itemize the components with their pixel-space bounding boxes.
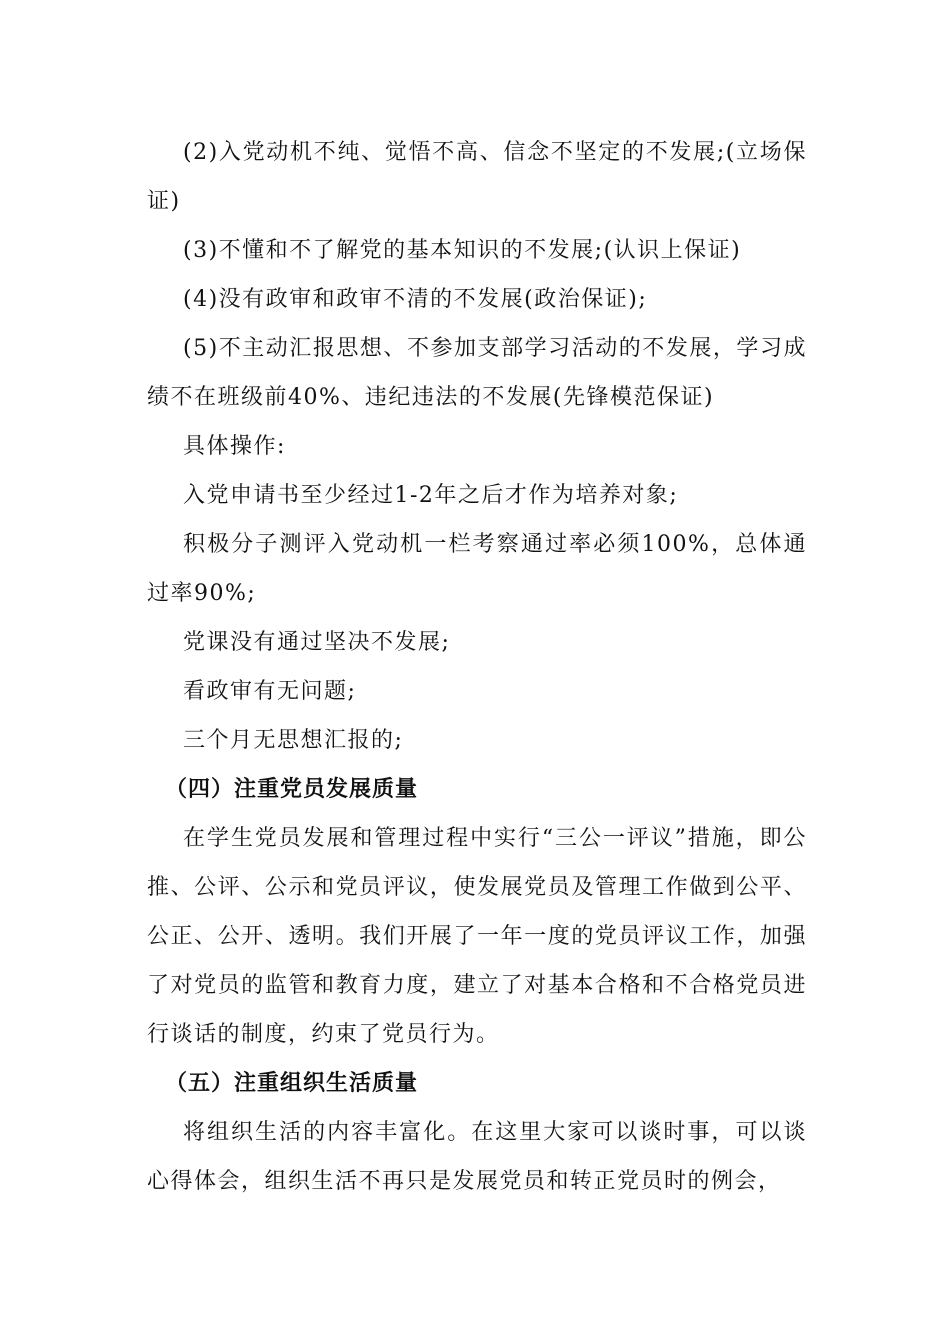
section-heading-5: （五）注重组织生活质量 (165, 1071, 419, 1096)
paragraph-criteria-4: (4)没有政审和政审不清的不发展(政治保证); (183, 287, 648, 312)
paragraph-operations-label: 具体操作: (183, 434, 286, 459)
paragraph-section-5-body: 将组织生活的内容丰富化。在这里大家可以谈时事，可以谈心得体会，组织生活不再只是发展党员和转正党员时的例会， (147, 1120, 807, 1194)
paragraph-operation-1: 入党申请书至少经过1-2年之后才作为培养对象; (183, 483, 679, 508)
paragraph-section-4-body: 在学生党员发展和管理过程中实行“三公一评议”措施，即公推、公评、公示和党员评议，使发展党员及管理工作做到公平、公正、公开、透明。我们开展了一年一度的党员评议工作，加强了对党员的监管和教育力度，建立了对基本合格和不合格党员进行谈话的制度，约束了党员行为。 (147, 826, 807, 1047)
paragraph-operation-2: 积极分子测评入党动机一栏考察通过率必须100%，总体通过率90%; (147, 532, 807, 606)
document-body (147, 128, 807, 1206)
paragraph-criteria-2: (2)入党动机不纯、觉悟不高、信念不坚定的不发展;(立场保证) (147, 140, 807, 214)
paragraph-criteria-5: (5)不主动汇报思想、不参加支部学习活动的不发展，学习成绩不在班级前40%、违纪违法的不发展(先锋模范保证) (147, 336, 807, 410)
paragraph-operation-4: 看政审有无问题; (183, 679, 357, 704)
paragraph-operation-3: 党课没有通过坚决不发展; (183, 630, 451, 655)
section-heading-4: （四）注重党员发展质量 (165, 777, 419, 802)
paragraph-criteria-3: (3)不懂和不了解党的基本知识的不发展;(认识上保证) (183, 238, 742, 263)
paragraph-operation-5: 三个月无思想汇报的; (183, 728, 404, 753)
